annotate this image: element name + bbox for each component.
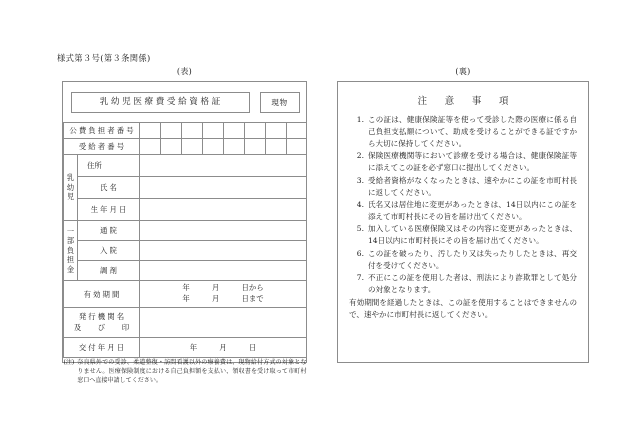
address-value-field[interactable] (140, 155, 307, 177)
copay-label-char-3: 負 (66, 245, 75, 255)
copay-label-char-4: 担 (66, 255, 75, 265)
infant-address-row (64, 155, 307, 177)
title-band-cell (64, 82, 307, 123)
recipient-cell[interactable] (161, 139, 182, 155)
name-value-field[interactable] (140, 177, 307, 199)
front-note-text: 奈良県外での受診、柔道整復・訪問看護以外の療養費は、現物給付方式の対象となりません。医療保険制度における自己負担額を支払い、領収書を受け取って市町村窓口へ直接申請してください。 (77, 359, 307, 385)
recipient-cell[interactable] (140, 139, 161, 155)
notice-item-text: 加入している医療保険又はその内容に変更があったときは、14日以内に市町村長にその旨を届け出てください。 (368, 224, 577, 246)
public-payer-number-row (64, 123, 307, 139)
notice-item-number: 5. (356, 224, 364, 234)
issuer-label (64, 308, 140, 338)
infant-group-label (64, 155, 78, 221)
dispensing-label: 調剤 (78, 261, 140, 281)
recipient-cell[interactable] (182, 139, 203, 155)
copay-group-label (64, 221, 78, 281)
recipient-row-tail (287, 139, 307, 155)
notice-item-number: 3. (356, 175, 364, 185)
copay-inpatient-row (64, 241, 307, 261)
front-note-row (64, 358, 307, 386)
public-payer-cell[interactable] (287, 123, 307, 139)
dispensing-value-field[interactable] (140, 261, 307, 281)
issuer-label-line2: 及 び 印 (73, 322, 130, 332)
notice-item-text: この証を破ったり、汚したり又は失ったりしたときは、再交付を受けてください。 (368, 248, 577, 270)
notice-item (349, 150, 577, 174)
inpatient-value-field[interactable] (140, 241, 307, 261)
notice-item-number: 7. (356, 272, 364, 282)
birthdate-value-field[interactable] (140, 199, 307, 221)
back-side-caption: (裏) (455, 67, 471, 76)
outpatient-value-field[interactable] (140, 221, 307, 241)
notice-item (349, 175, 577, 199)
card-title: 乳幼児医療費受給資格証 (71, 92, 250, 113)
public-payer-cell[interactable] (266, 123, 287, 139)
recipient-cell[interactable] (203, 139, 224, 155)
address-label-inner: 住所 (87, 161, 102, 170)
valid-period-to: 年 月 日まで (182, 293, 264, 303)
issue-date-label: 交付年月日 (64, 338, 140, 358)
title-band (64, 82, 307, 122)
copay-label-char-5: 金 (66, 264, 75, 274)
notice-item-text: 保険医療機関等において診療を受ける場合は、健康保険証等に添えてこの証を必ず窓口に提出してください。 (368, 151, 577, 173)
outpatient-label: 通院 (78, 221, 140, 241)
public-payer-cell[interactable] (224, 123, 245, 139)
infant-name-row (64, 177, 307, 199)
issue-date-row (64, 338, 307, 358)
issue-date-value: 年 月 日 (189, 343, 257, 353)
notice-item-text: この証は、健康保険証等を使って受診した際の医療に係る自己負担支払額について、助成を受けることができる証ですから大切に保持してください。 (368, 115, 577, 148)
valid-period-row (64, 281, 307, 308)
recipient-cell[interactable] (266, 139, 287, 155)
inpatient-label: 入院 (78, 241, 140, 261)
notice-item (349, 114, 577, 150)
public-payer-cell[interactable] (140, 123, 161, 139)
notice-item-number: 6. (356, 248, 364, 258)
notice-title: 注 意 事 項 (417, 96, 513, 107)
issuer-label-line1: 発行機関名 (78, 312, 127, 322)
front-card (62, 81, 307, 385)
infant-birthdate-row (64, 199, 307, 221)
public-payer-cell[interactable] (203, 123, 224, 139)
notice-item-number: 1. (356, 115, 364, 124)
public-payer-number-label: 公費負担者番号 (64, 123, 140, 139)
valid-period-label: 有効期間 (64, 281, 140, 308)
birthdate-label: 生年月日 (78, 199, 140, 221)
recipient-number-row (64, 139, 307, 155)
notice-item-text: 氏名又は居住地に変更があったときは、14日以内にこの証を添えて市町村長にその旨を届け出てください。 (368, 199, 577, 221)
copay-label-char-1: 一 (66, 226, 75, 236)
copay-outpatient-row (64, 221, 307, 241)
front-note-cell (64, 358, 307, 386)
notice-item-number: 2. (356, 151, 364, 161)
address-label (78, 155, 140, 177)
back-card (337, 81, 589, 363)
notice-item-text: 受給者資格がなくなったときは、速やかにこの証を市町村長に返してください。 (368, 175, 577, 197)
front-side-caption: (表) (176, 67, 193, 76)
notice-item (349, 199, 577, 223)
recipient-cell[interactable] (245, 139, 266, 155)
address-label-text (78, 160, 139, 171)
infant-label-char-3: 児 (66, 192, 75, 202)
title-row (64, 82, 307, 123)
notice-item (349, 248, 577, 272)
notice-footer-text: 有効期間を経過したときは、この証を使用することはできませんので、速やかに市町村長に返してください。 (349, 298, 577, 320)
copay-dispensing-row (64, 261, 307, 281)
valid-period-value-field[interactable] (140, 281, 307, 308)
public-payer-cell[interactable] (245, 123, 266, 139)
copay-label-char-2: 部 (66, 236, 75, 246)
issuer-row (64, 308, 307, 338)
issue-date-value-field[interactable] (140, 338, 307, 358)
public-payer-cell[interactable] (182, 123, 203, 139)
front-card-table (63, 82, 307, 385)
recipient-number-label: 受給者番号 (64, 139, 140, 155)
notice-item (349, 272, 577, 296)
valid-period-lines (140, 281, 306, 307)
form-number-label: 様式第３号(第３条関係) (57, 53, 151, 63)
notice-item (349, 223, 577, 247)
infant-label-char-2: 幼 (66, 182, 75, 192)
front-note (64, 358, 307, 385)
infant-label-char-1: 乳 (66, 173, 75, 183)
name-label: 氏名 (78, 177, 140, 199)
stamp-label: 現物 (260, 92, 300, 113)
issuer-value-field[interactable] (140, 308, 307, 338)
notice-list (349, 114, 577, 296)
notice-item-number: 4. (356, 199, 364, 209)
valid-period-from: 年 月 日から (182, 283, 264, 292)
public-payer-cell[interactable] (161, 123, 182, 139)
front-note-marker: (注) (63, 359, 75, 367)
recipient-cell[interactable] (224, 139, 245, 155)
notice-item-text: 不正にこの証を使用した者は、刑法により詐欺罪として処分の対象となります。 (368, 272, 577, 294)
